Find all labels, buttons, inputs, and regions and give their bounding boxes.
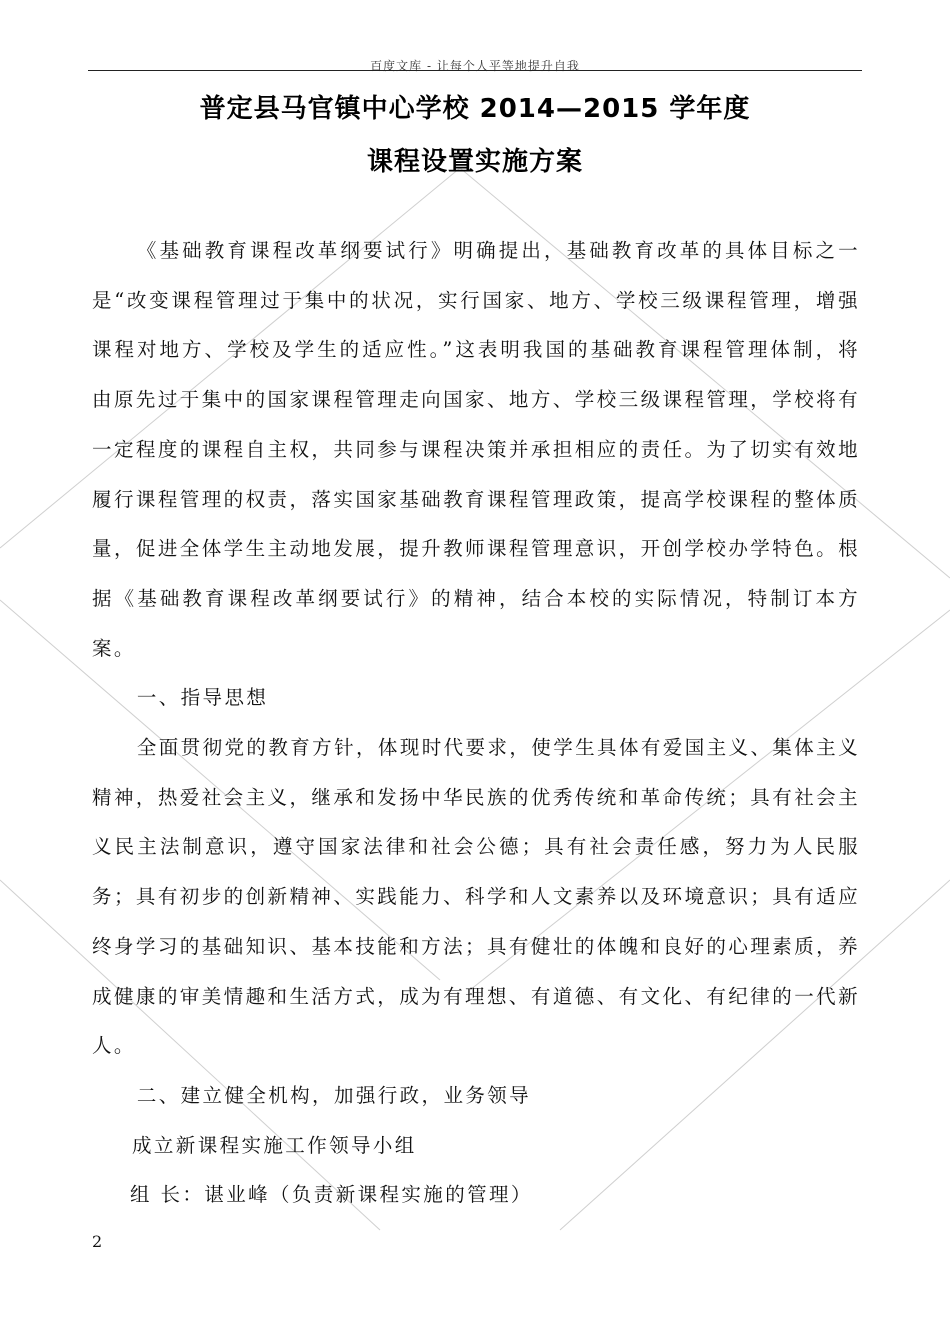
guiding-ideology-paragraph: 全面贯彻党的教育方针，体现时代要求，使学生具体有爱国主义、集体主义精神，热爱社会主义，继承和发扬中华民族的优秀传统和革命传统；具有社会主义民主法制意识，遵守国家法律和社会公德；具有社会责任感，努力为人民服务；具有初步的创新精神、实践能力、科学和人文素养以及环境意识；具有适应终身学习的基础知识、基本技能和方法；具有健壮的体魄和良好的心理素质，养成健康的审美情趣和生活方式，成为有理想、有道德、有文化、有纪律的一代新人。: [92, 736, 860, 1058]
header-divider: [88, 70, 862, 71]
document-subtitle: 课程设置实施方案: [366, 147, 583, 177]
section-heading-guiding-ideology: 一、指导思想: [136, 686, 269, 710]
section-heading-organization: 二、建立健全机构，加强行政，业务领导: [136, 1083, 532, 1107]
document-body: [92, 226, 860, 1220]
document-title: 普定县马官镇中心学校 2014—2015 学年度: [199, 94, 751, 124]
page-number: 2: [92, 1232, 103, 1251]
page-header-text: 百度文库 - 让每个人平等地提升自我: [370, 59, 580, 73]
group-leader-line: 组 长：谌业峰（负责新课程实施的管理）: [130, 1183, 533, 1207]
intro-paragraph: 《基础教育课程改革纲要试行》明确提出，基础教育改革的具体目标之一是“改变课程管理过于集中的状况，实行国家、地方、学校三级课程管理，增强课程对地方、学校及学生的适应性。”这表明我国的基础教育课程管理体制，将由原先过于集中的国家课程管理走向国家、地方、学校三级课程管理，学校将有一定程度的课程自主权，共同参与课程决策并承担相应的责任。为了切实有效地履行课程管理的权责，落实国家基础教育课程管理政策，提高学校课程的整体质量，促进全体学生主动地发展，提升教师课程管理意识，开创学校办学特色。根据《基础教育课程改革纲要试行》的精神，结合本校的实际情况，特制订本方案。: [92, 239, 860, 660]
leadership-group-line: 成立新课程实施工作领导小组: [132, 1133, 417, 1157]
